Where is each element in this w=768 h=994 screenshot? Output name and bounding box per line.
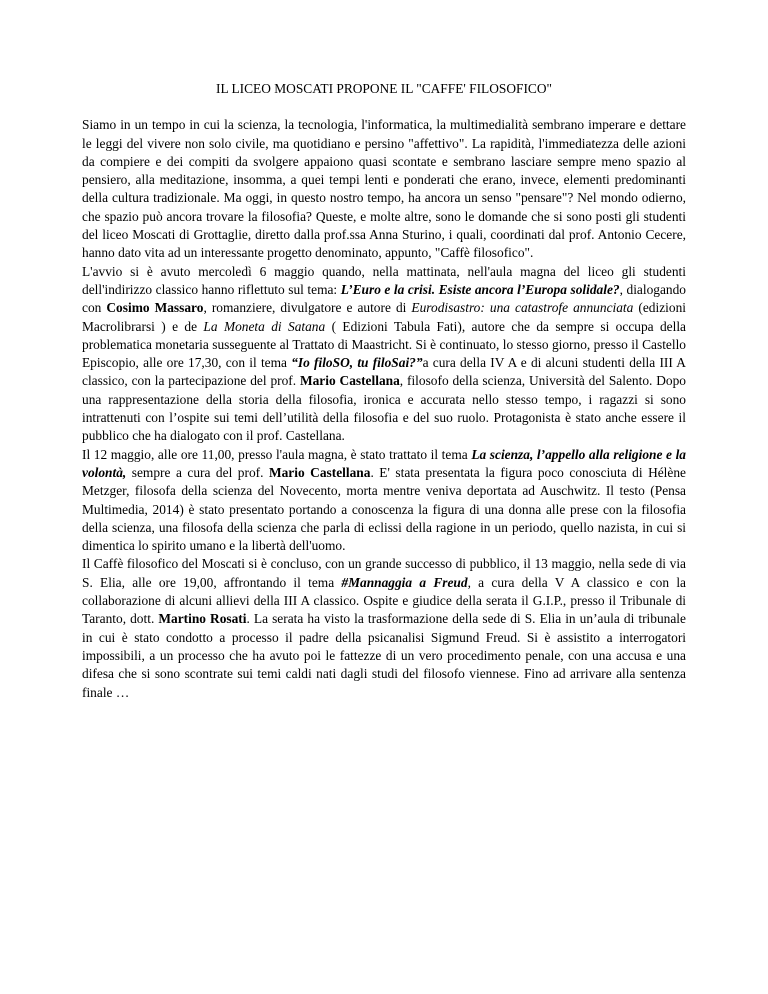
name-mario-castellana: Mario Castellana bbox=[268, 464, 371, 480]
text: , romanziere, divulgatore e autore di bbox=[203, 300, 412, 316]
theme-scienza-religione: La scienza, l’appello alla religione e la volontà, bbox=[82, 446, 686, 480]
article-title: IL LICEO MOSCATI PROPONE IL "CAFFE' FILOSOFICO" bbox=[216, 81, 552, 96]
paragraph-intro: Siamo in un tempo in cui la scienza, la tecnologia, l'informatica, la multimedialità sembrano imperare e dettare le leggi del vivere non solo civile, ma quotidiano e persino "affettivo". La rapidità, l'immediatezza delle azioni da compiere e dei compiti da svolgere appaiono quasi scontate e sembrano lasciare sempre meno spazio al pensiero, alla meditazione, insomma, a quei tempi lenti e ponderati che erano, invece, elementi predominanti della cultura tradizionale. Ma oggi, in questo nostro tempo, ha ancora un senso "pensare"? Nel mondo odierno, che spazio può ancora trovare la filosofia? Queste, e molte altre, sono le domande che si sono posti gli studenti del liceo Moscati di Grottaglie, diretto dalla prof.ssa Anna Sturino, i quali, coordinati dal prof. Antonio Cecere, hanno dato vita ad un interessante progetto denominato, appunto, "Caffè filosofico". bbox=[82, 117, 686, 261]
text: Il Caffè filosofico del Moscati si è concluso, con un grande successo di pubblico, il 13 maggio, nella sede di via S. Elia, alle ore 19,00, affrontando il tema bbox=[82, 556, 686, 590]
book-eurodisastro: Eurodisastro: una catastrofe annunciata bbox=[411, 300, 634, 316]
theme-euro-crisi: L’Euro e la crisi. Esiste ancora l’Europa solidale? bbox=[340, 281, 620, 297]
text: , filosofo della scienza, Università del Salento. Dopo una rappresentazione della storia della filosofia, ironica e accurata nello stesso tempo, i ragazzi si sono intrattenuti con l’ospite sui temi dell’utilità della filosofia e del suo ruolo. Protagonista è stato anche essere il pubblico che ha dialogato con il prof. Castellana. bbox=[82, 373, 686, 444]
text: sempre a cura del prof. bbox=[126, 464, 269, 480]
theme-mannaggia-freud: #Mannaggia a Freud bbox=[341, 574, 468, 590]
text: a cura della IV A e di alcuni studenti della III A classico, con la partecipazione del prof. bbox=[82, 355, 686, 389]
name-mario-castellana: Mario Castellana bbox=[299, 373, 400, 389]
text: . La serata ha visto la trasformazione della sede di S. Elia in un’aula di tribunale in cui è stato condotto a processo il padre della psicanalisi Sigmund Freud. Si è assistito a interrogatori impossibili, a un processo che ha avuto poi le fattezze di un vero procedimento penale, con una accusa e una difesa che si sono scontrate sui temi caldi nati dagli studi del filosofo viennese. Fino ad arrivare alla sentenza finale … bbox=[82, 611, 686, 700]
paragraph-may-12 bbox=[82, 446, 686, 556]
text: , a cura della V A classico e con la collaborazione di alcuni allievi della III A classico. Ospite e giudice della serata il G.I.P., presso il Tribunale di Taranto, dott. bbox=[82, 574, 686, 627]
theme-io-filoso: “Io filoSO, tu filoSai?” bbox=[291, 355, 423, 371]
text: Il 12 maggio, alle ore 11,00, presso l'aula magna, è stato trattato il tema bbox=[82, 446, 472, 462]
name-cosimo-massaro: Cosimo Massaro bbox=[106, 300, 204, 316]
text: (edizioni Macrolibrarsi ) e de bbox=[82, 300, 686, 334]
paragraph-may-13 bbox=[82, 555, 686, 701]
paragraph-may-6 bbox=[82, 263, 686, 446]
name-martino-rosati: Martino Rosati bbox=[158, 611, 247, 627]
text: ( Edizioni Tabula Fati), autore che da sempre si occupa della problematica monetaria susseguente al Trattato di Maastricht. Si è continuato, lo stesso giorno, presso il Castello Episcopio, alle ore 17,30, con il tema bbox=[82, 318, 686, 371]
text: . E' stata presentata la figura poco conosciuta di Hélène Metzger, filosofa della scienza del Novecento, morta mentre veniva deportata ad Auschwitz. Il testo (Pensa Multimedia, 2014) è stato presentato portando a conoscenza la figura di una donna alle prese con la filosofia della scienza, una filosofa della scienza che parla di eclissi della ragione in un periodo, quello nazista, in cui si dimentica lo spirito umano e la libertà dell'uomo. bbox=[82, 464, 686, 554]
book-moneta-di-satana: La Moneta di Satana bbox=[203, 318, 326, 334]
text: , dialogando con bbox=[82, 281, 687, 316]
article bbox=[82, 80, 686, 702]
text: L'avvio si è avuto mercoledì 6 maggio quando, nella mattinata, nell'aula magna del liceo gli studenti dell'indirizzo classico hanno riflettuto sul tema: bbox=[82, 263, 686, 297]
